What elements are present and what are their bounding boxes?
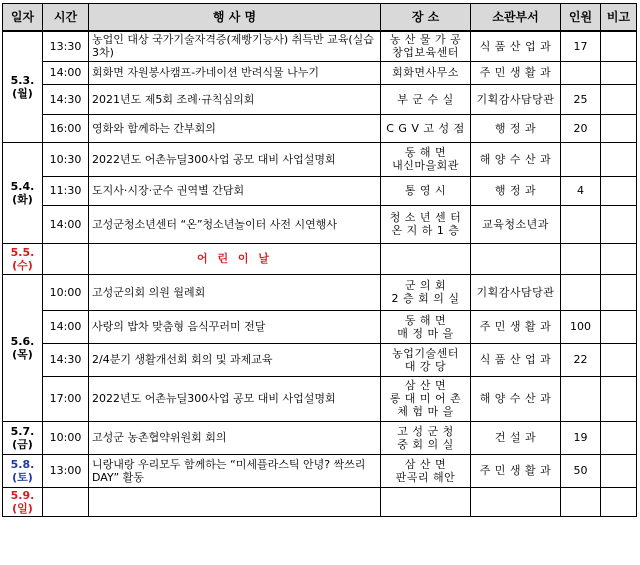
time-cell: 10:30 — [43, 142, 89, 176]
table-row — [3, 274, 637, 310]
place-line: 매 정 마 을 — [397, 326, 454, 340]
time-cell: 14:00 — [43, 61, 89, 84]
dept-cell: 주 민 생 활 과 — [471, 310, 561, 343]
place-cell — [381, 176, 471, 205]
date-cell — [3, 243, 43, 274]
place-cell — [381, 142, 471, 176]
dept-cell: 식 품 산 업 과 — [471, 343, 561, 376]
event-cell: 회화면 자원봉사캠프-카네이션 반려식물 나누기 — [89, 61, 381, 84]
table-row — [3, 205, 637, 243]
place-cell — [381, 376, 471, 421]
count-cell: 19 — [561, 421, 601, 454]
event-cell: 2021년도 제5회 조례·규칙심의회 — [89, 84, 381, 114]
place-line: 농 산 물 가 공 — [389, 33, 462, 47]
count-cell — [561, 61, 601, 84]
empty-day-row — [3, 487, 637, 516]
date-cell — [3, 274, 43, 421]
place-line: 대 강 당 — [404, 359, 447, 373]
header-dept: 소관부서 — [471, 4, 561, 32]
place-line: 내신마을회관 — [392, 159, 459, 172]
holiday-label: 어 린 이 날 — [89, 243, 381, 274]
note-cell — [601, 310, 637, 343]
note-cell — [601, 176, 637, 205]
table-row — [3, 142, 637, 176]
note-cell — [601, 487, 637, 516]
time-cell: 14:00 — [43, 205, 89, 243]
table-row — [3, 31, 637, 61]
header-time: 시간 — [43, 4, 89, 32]
event-cell: 고성군청소년센터 “온”청소년놀이터 사전 시연행사 — [89, 205, 381, 243]
dept-cell — [471, 487, 561, 516]
note-cell — [601, 343, 637, 376]
weekday-label: (목) — [12, 347, 33, 361]
event-cell: 고성군의회 의원 월례회 — [89, 274, 381, 310]
place-line: 동 해 면 — [404, 146, 447, 159]
date-cell — [3, 142, 43, 243]
table-row — [3, 176, 637, 205]
time-cell: 14:00 — [43, 310, 89, 343]
time-cell: 10:00 — [43, 421, 89, 454]
note-cell — [601, 274, 637, 310]
date-label: 5.8. — [10, 457, 35, 471]
dept-cell: 교육청소년과 — [471, 205, 561, 243]
date-label: 5.5. — [10, 245, 35, 259]
time-cell: 14:30 — [43, 84, 89, 114]
date-label: 5.9. — [10, 488, 35, 502]
count-cell — [561, 487, 601, 516]
note-cell — [601, 61, 637, 84]
holiday-row — [3, 243, 637, 274]
dept-cell: 기획감사담당관 — [471, 274, 561, 310]
place-line: C G V 고 성 점 — [386, 121, 465, 135]
count-cell: 20 — [561, 114, 601, 142]
count-cell: 17 — [561, 31, 601, 61]
table-row — [3, 114, 637, 142]
place-cell — [381, 487, 471, 516]
weekday-label: (월) — [12, 86, 33, 100]
table-row — [3, 61, 637, 84]
dept-cell — [471, 243, 561, 274]
count-cell: 4 — [561, 176, 601, 205]
note-cell — [601, 205, 637, 243]
note-cell — [601, 454, 637, 487]
place-line: 판곡리 해안 — [395, 470, 456, 484]
place-line: 온 지 하 1 층 — [391, 224, 460, 237]
place-cell — [381, 61, 471, 84]
table-row — [3, 454, 637, 487]
place-line: 창업보육센터 — [392, 46, 459, 60]
table-row — [3, 343, 637, 376]
weekday-label: (수) — [12, 258, 33, 272]
time-cell: 13:00 — [43, 454, 89, 487]
count-cell — [561, 205, 601, 243]
date-label: 5.6. — [10, 334, 35, 348]
count-cell — [561, 274, 601, 310]
dept-cell: 해 양 수 산 과 — [471, 142, 561, 176]
time-cell: 10:00 — [43, 274, 89, 310]
place-line: 고 성 군 청 — [397, 424, 454, 438]
event-cell: 도지사·시장·군수 권역별 간담회 — [89, 176, 381, 205]
note-cell — [601, 31, 637, 61]
dept-cell: 기획감사담당관 — [471, 84, 561, 114]
date-cell — [3, 487, 43, 516]
dept-cell: 행 정 과 — [471, 176, 561, 205]
time-cell: 11:30 — [43, 176, 89, 205]
note-cell — [601, 142, 637, 176]
place-cell — [381, 243, 471, 274]
place-cell — [381, 310, 471, 343]
schedule-body — [3, 31, 637, 516]
place-cell — [381, 454, 471, 487]
place-line: 군 의 회 — [404, 279, 447, 292]
date-cell — [3, 31, 43, 142]
header-event: 행 사 명 — [89, 4, 381, 32]
place-line: 삼 산 면 — [404, 379, 447, 392]
note-cell — [601, 376, 637, 421]
time-cell: 16:00 — [43, 114, 89, 142]
note-cell — [601, 114, 637, 142]
place-line: 중 회 의 실 — [397, 437, 454, 451]
header-note: 비고 — [601, 4, 637, 32]
place-cell — [381, 205, 471, 243]
weekday-label: (일) — [12, 501, 33, 515]
place-line: 부 군 수 실 — [397, 92, 454, 106]
table-row — [3, 84, 637, 114]
schedule-table — [2, 3, 637, 517]
table-row — [3, 310, 637, 343]
place-cell — [381, 84, 471, 114]
event-cell: 니랑내랑 우리모두 함께하는 “미세플라스틱 안녕? 싹쓰리 DAY” 활동 — [89, 454, 381, 487]
weekday-label: (금) — [12, 437, 33, 451]
count-cell — [561, 243, 601, 274]
place-cell — [381, 274, 471, 310]
place-line: 체 험 마 을 — [397, 405, 454, 418]
event-cell: 2022년도 어촌뉴딜300사업 공모 대비 사업설명회 — [89, 376, 381, 421]
dept-cell: 행 정 과 — [471, 114, 561, 142]
dept-cell: 해 양 수 산 과 — [471, 376, 561, 421]
place-line: 농업기술센터 — [392, 346, 459, 360]
note-cell — [601, 243, 637, 274]
place-line: 롱 대 미 어 촌 — [389, 392, 462, 405]
table-row — [3, 421, 637, 454]
date-label: 5.3. — [10, 73, 35, 87]
time-cell: 13:30 — [43, 31, 89, 61]
place-cell — [381, 114, 471, 142]
header-date: 일자 — [3, 4, 43, 32]
place-line: 회화면사무소 — [392, 66, 459, 79]
time-cell: 17:00 — [43, 376, 89, 421]
date-cell — [3, 454, 43, 487]
dept-cell: 주 민 생 활 과 — [471, 454, 561, 487]
place-line: 2 층 회 의 실 — [391, 292, 460, 305]
count-cell: 22 — [561, 343, 601, 376]
weekday-label: (화) — [12, 192, 33, 206]
count-cell: 25 — [561, 84, 601, 114]
event-cell: 농업인 대상 국가기술자격증(제빵기능사) 취득반 교육(실습 3차) — [89, 31, 381, 61]
place-cell — [381, 343, 471, 376]
event-cell: 사랑의 밥차 맞춤형 음식꾸러미 전달 — [89, 310, 381, 343]
header-place: 장 소 — [381, 4, 471, 32]
weekday-label: (토) — [12, 470, 33, 484]
count-cell — [561, 142, 601, 176]
place-cell — [381, 31, 471, 61]
count-cell: 100 — [561, 310, 601, 343]
date-label: 5.4. — [10, 179, 35, 193]
time-cell — [43, 487, 89, 516]
dept-cell: 주 민 생 활 과 — [471, 61, 561, 84]
event-cell: 2/4분기 생활개선회 회의 및 과제교육 — [89, 343, 381, 376]
date-cell — [3, 421, 43, 454]
event-cell: 영화와 함께하는 간부회의 — [89, 114, 381, 142]
event-cell: 2022년도 어촌뉴딜300사업 공모 대비 사업설명회 — [89, 142, 381, 176]
time-cell: 14:30 — [43, 343, 89, 376]
date-label: 5.7. — [10, 424, 35, 438]
place-line: 청 소 년 센 터 — [389, 211, 462, 224]
table-row — [3, 376, 637, 421]
note-cell — [601, 84, 637, 114]
dept-cell: 식 품 산 업 과 — [471, 31, 561, 61]
count-cell — [561, 376, 601, 421]
time-cell — [43, 243, 89, 274]
place-line: 통 영 시 — [404, 184, 447, 197]
note-cell — [601, 421, 637, 454]
count-cell: 50 — [561, 454, 601, 487]
header-row — [3, 4, 637, 32]
event-cell: 고성군 농촌협약위원회 회의 — [89, 421, 381, 454]
place-line: 삼 산 면 — [404, 457, 447, 471]
dept-cell: 건 설 과 — [471, 421, 561, 454]
event-cell — [89, 487, 381, 516]
place-line: 동 해 면 — [404, 313, 447, 327]
header-count: 인원 — [561, 4, 601, 32]
place-cell — [381, 421, 471, 454]
